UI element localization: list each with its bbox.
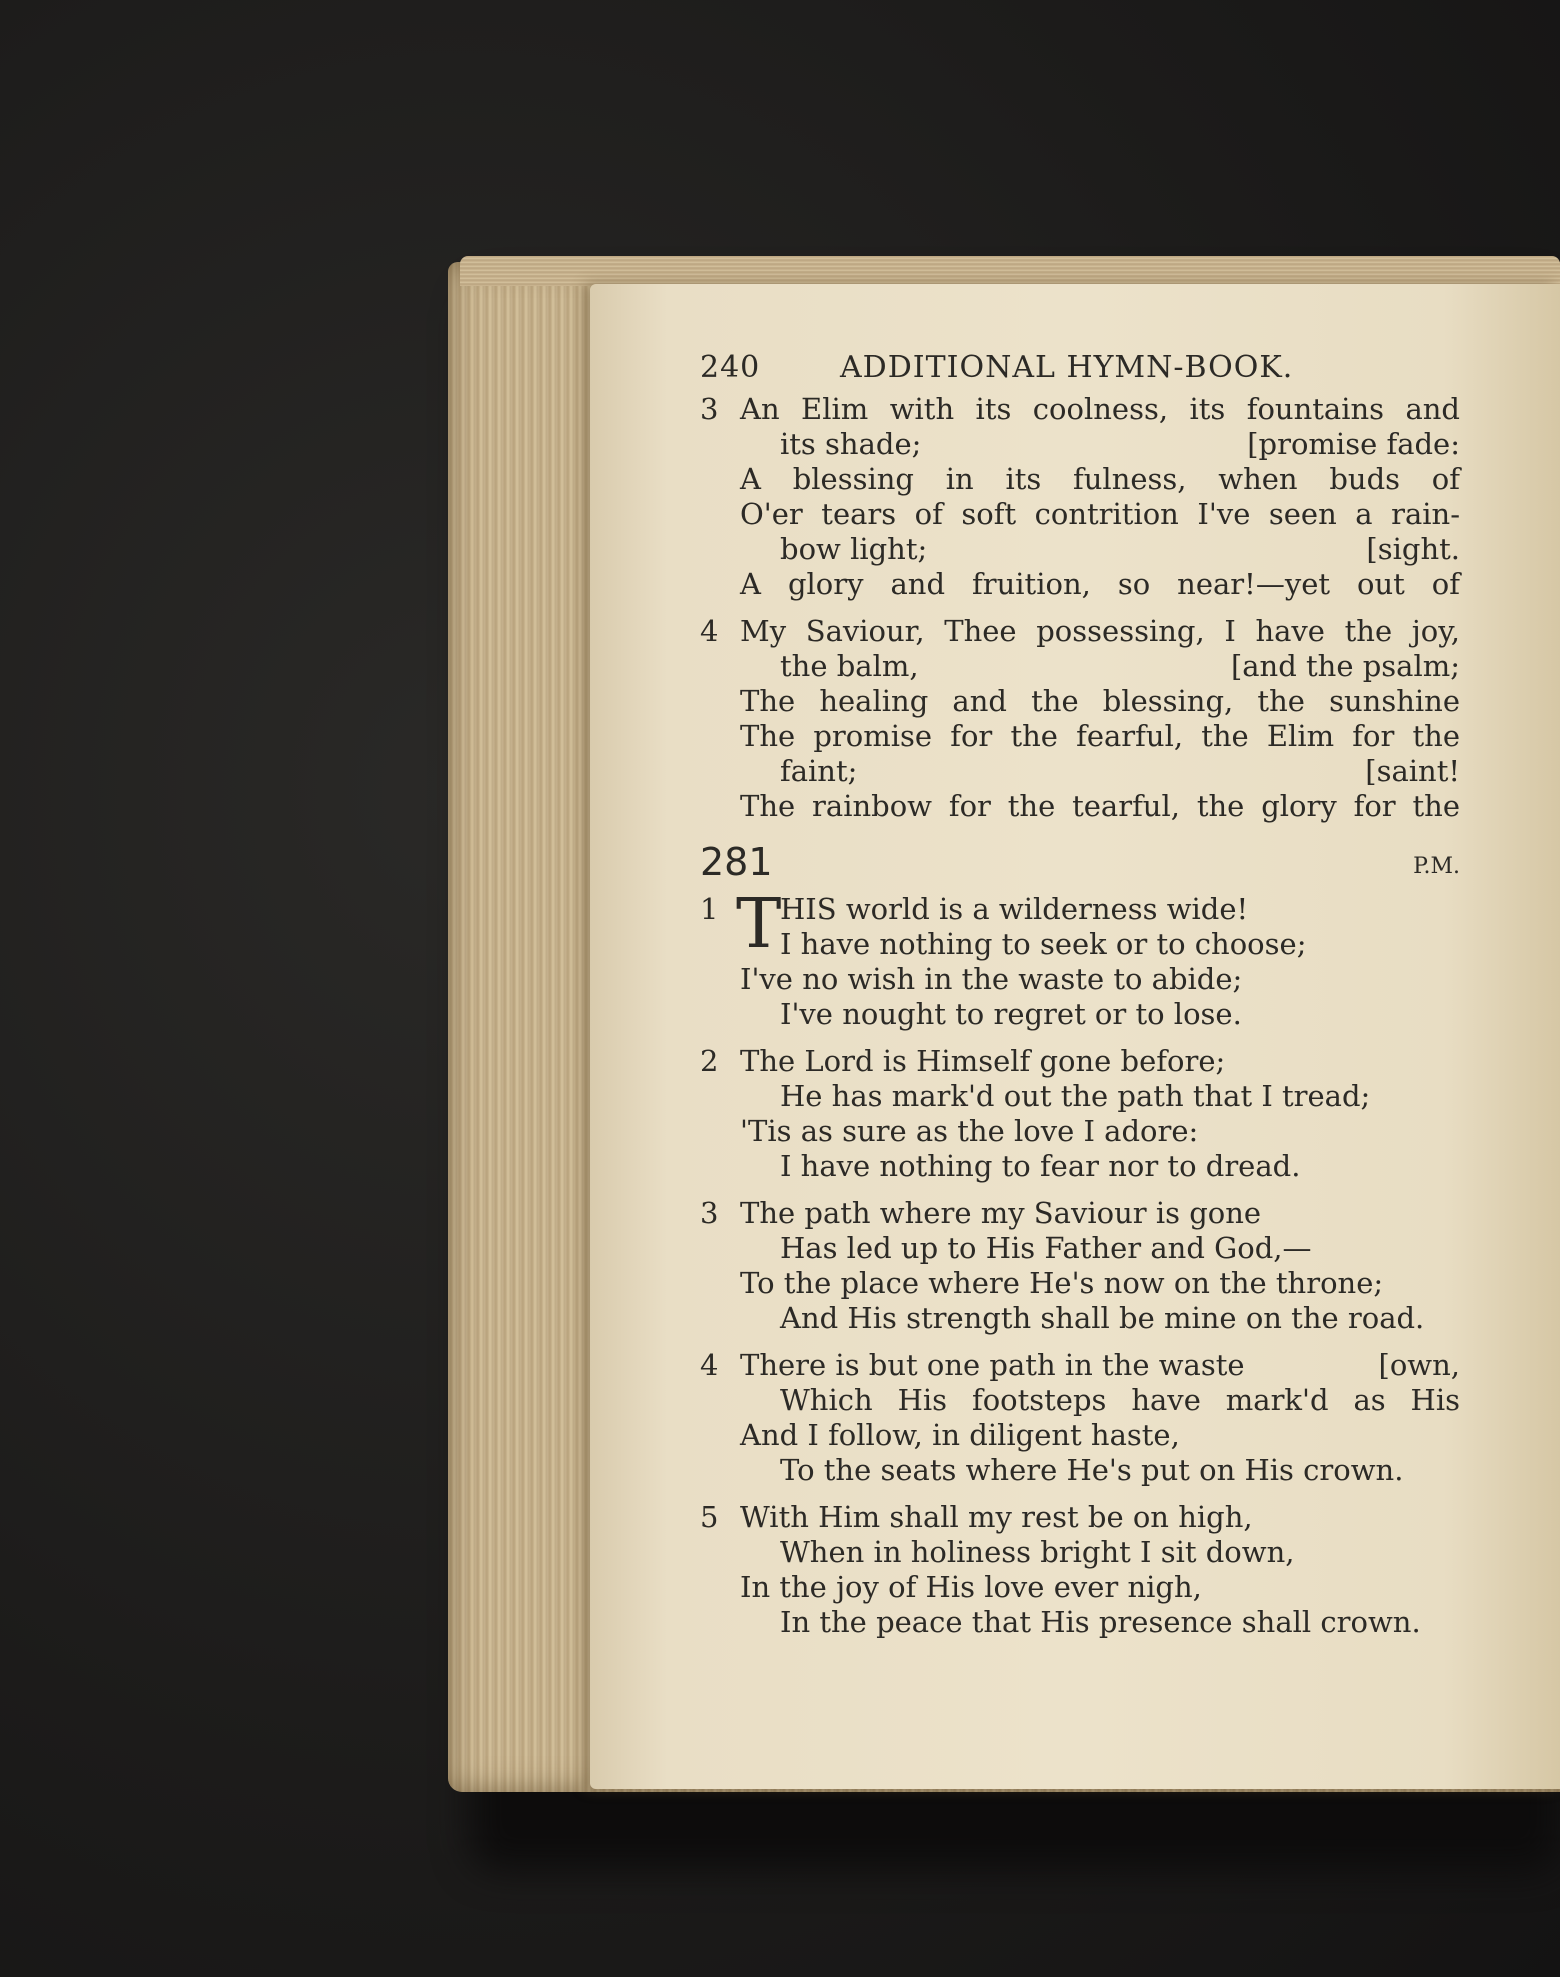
verse-line: The promise for the fearful, the Elim for the — [740, 719, 1460, 753]
page-text — [700, 350, 1460, 1652]
verse-line: 'Tis as sure as the love I adore: — [740, 1114, 1199, 1148]
hymn-stanza — [700, 1348, 1460, 1488]
page-top-edge — [460, 256, 1560, 286]
verse-line: HIS world is a wilderness wide! — [780, 892, 1249, 926]
verse-line: I've nought to regret or to lose. — [780, 997, 1242, 1031]
stanza-number: 5 — [700, 1500, 719, 1534]
verse-line-part: [and the psalm; — [1230, 649, 1460, 683]
verse-line-part: [own, — [1378, 1348, 1460, 1382]
stanza-number: 1 — [700, 892, 719, 926]
verse-line-part: [sight. — [1366, 532, 1460, 566]
verse-line: The path where my Saviour is gone — [740, 1196, 1262, 1230]
verse-line: My Saviour, Thee possessing, I have the joy, — [740, 614, 1460, 648]
verse-line: To the place where He's now on the throne; — [740, 1266, 1384, 1300]
verse-line — [780, 427, 1460, 462]
verse-line-part: its shade; — [780, 427, 922, 461]
verse-line: And I follow, in diligent haste, — [740, 1418, 1180, 1452]
hymn-meter: P.M. — [1413, 854, 1460, 879]
hymn-number: 281 — [700, 840, 773, 884]
verse-line: In the joy of His love ever nigh, — [740, 1570, 1202, 1604]
verse-line — [780, 754, 1460, 789]
carry-over-stanza — [700, 392, 1460, 602]
verse-line: He has mark'd out the path that I tread; — [780, 1079, 1371, 1113]
hymn-stanza — [700, 1500, 1460, 1640]
verse-line: The rainbow for the tearful, the glory for the — [740, 789, 1460, 823]
verse-line — [780, 532, 1460, 567]
verse-line: Has led up to His Father and God,— — [780, 1231, 1312, 1265]
book-title: ADDITIONAL HYMN-BOOK. — [840, 350, 1294, 385]
verse-line: The healing and the blessing, the sunshine — [740, 684, 1460, 718]
hymn-stanza — [700, 885, 1460, 1032]
stanza-number: 3 — [700, 392, 719, 426]
hymn-stanza — [700, 1044, 1460, 1184]
running-head — [700, 350, 1460, 392]
verse-line: An Elim with its coolness, its fountains and — [740, 392, 1460, 426]
verse-line: A blessing in its fulness, when buds of — [740, 462, 1460, 496]
hymn-stanza — [700, 1196, 1460, 1336]
verse-line-part: bow light; — [780, 532, 928, 566]
page-number: 240 — [700, 350, 761, 385]
verse-line: With Him shall my rest be on high, — [740, 1500, 1253, 1534]
verse-line: To the seats where He's put on His crown. — [780, 1453, 1404, 1487]
drop-cap: T — [736, 885, 782, 964]
verse-line: O'er tears of soft contrition I've seen a rain- — [740, 497, 1460, 531]
hymn-heading — [700, 836, 1460, 892]
stanza-number: 4 — [700, 614, 719, 648]
verse-line-part: There is but one path in the waste — [740, 1348, 1245, 1382]
verse-line: When in holiness bright I sit down, — [780, 1535, 1295, 1569]
verse-line: The Lord is Himself gone before; — [740, 1044, 1226, 1078]
stanza-number: 3 — [700, 1196, 719, 1230]
verse-line: I've no wish in the waste to abide; — [740, 962, 1243, 996]
verse-line: I have nothing to seek or to choose; — [780, 927, 1307, 961]
verse-line: Which His footsteps have mark'd as His — [780, 1383, 1460, 1417]
verse-line: And His strength shall be mine on the road. — [780, 1301, 1425, 1335]
verse-line — [780, 649, 1460, 684]
verse-line: A glory and fruition, so near!—yet out of — [740, 567, 1460, 601]
carry-over-stanza — [700, 614, 1460, 824]
stanza-number: 4 — [700, 1348, 719, 1382]
verse-line-part: [saint! — [1365, 754, 1460, 788]
verse-line — [740, 1348, 1460, 1383]
verse-line-part: faint; — [780, 754, 858, 788]
verse-line: In the peace that His presence shall crown. — [780, 1605, 1421, 1639]
verse-line-part: [promise fade: — [1247, 427, 1460, 461]
verse-line-part: the balm, — [780, 649, 919, 683]
verse-line: I have nothing to fear nor to dread. — [780, 1149, 1301, 1183]
stanza-number: 2 — [700, 1044, 719, 1078]
